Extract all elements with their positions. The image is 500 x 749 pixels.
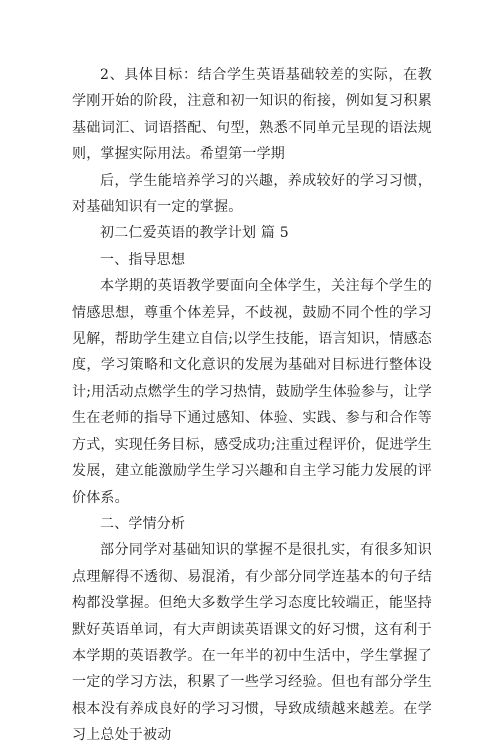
paragraph-student-analysis: 部分同学对基础知识的掌握不是很扎实，有很多知识点理解得不透彻、易混淆，有少部分同学连基本的句子结构都没掌握。但绝大多数学生学习态度比较端正，能坚持默好英语单词，有大声朗读英语课文的好习惯，这有利于本学期的英语教学。在一年半的初中生活中，学生掌握了一定的学习方法，积累了一些学习经验。但也有部分学生根本没有养成良好的学习习惯，导致成绩越来越差。在学习上总处于被动 [72, 542, 432, 744]
paragraph-goals-continued: 后，学生能培养学习的兴趣，养成较好的学习习惯，对基础知识有一定的掌握。 [72, 172, 432, 216]
heading-student-analysis: 二、学情分析 [100, 515, 186, 532]
section-title: 初二仁爱英语的教学计划 篇 5 [100, 225, 289, 242]
paragraph-guiding-ideology: 本学期的英语教学要面向全体学生，关注每个学生的情感思想，尊重个体差异，不歧视，鼓励不同个性的学习见解，帮助学生建立自信;以学生技能，语言知识，情感态度，学习策略和文化意识的发展为基础对目标进行整体设计;用活动点燃学生的学习热情，鼓励学生体验参与，让学生在老师的指导下通过感知、体验、实践、参与和合作等方式，实现任务目标，感受成功;注重过程评价，促进学生发展，建立能激励学生学习兴趣和自主学习能力发展的评价体系。 [72, 278, 432, 506]
paragraph-goals: 2、具体目标：结合学生英语基础较差的实际，在教学刚开始的阶段，注意和初一知识的衔接，例如复习积累基础词汇、词语搭配、句型，熟悉不同单元呈现的语法规则，掌握实际用法。希望第一学期 [72, 67, 432, 163]
document-body [72, 62, 432, 749]
heading-guiding-ideology: 一、指导思想 [100, 251, 186, 268]
